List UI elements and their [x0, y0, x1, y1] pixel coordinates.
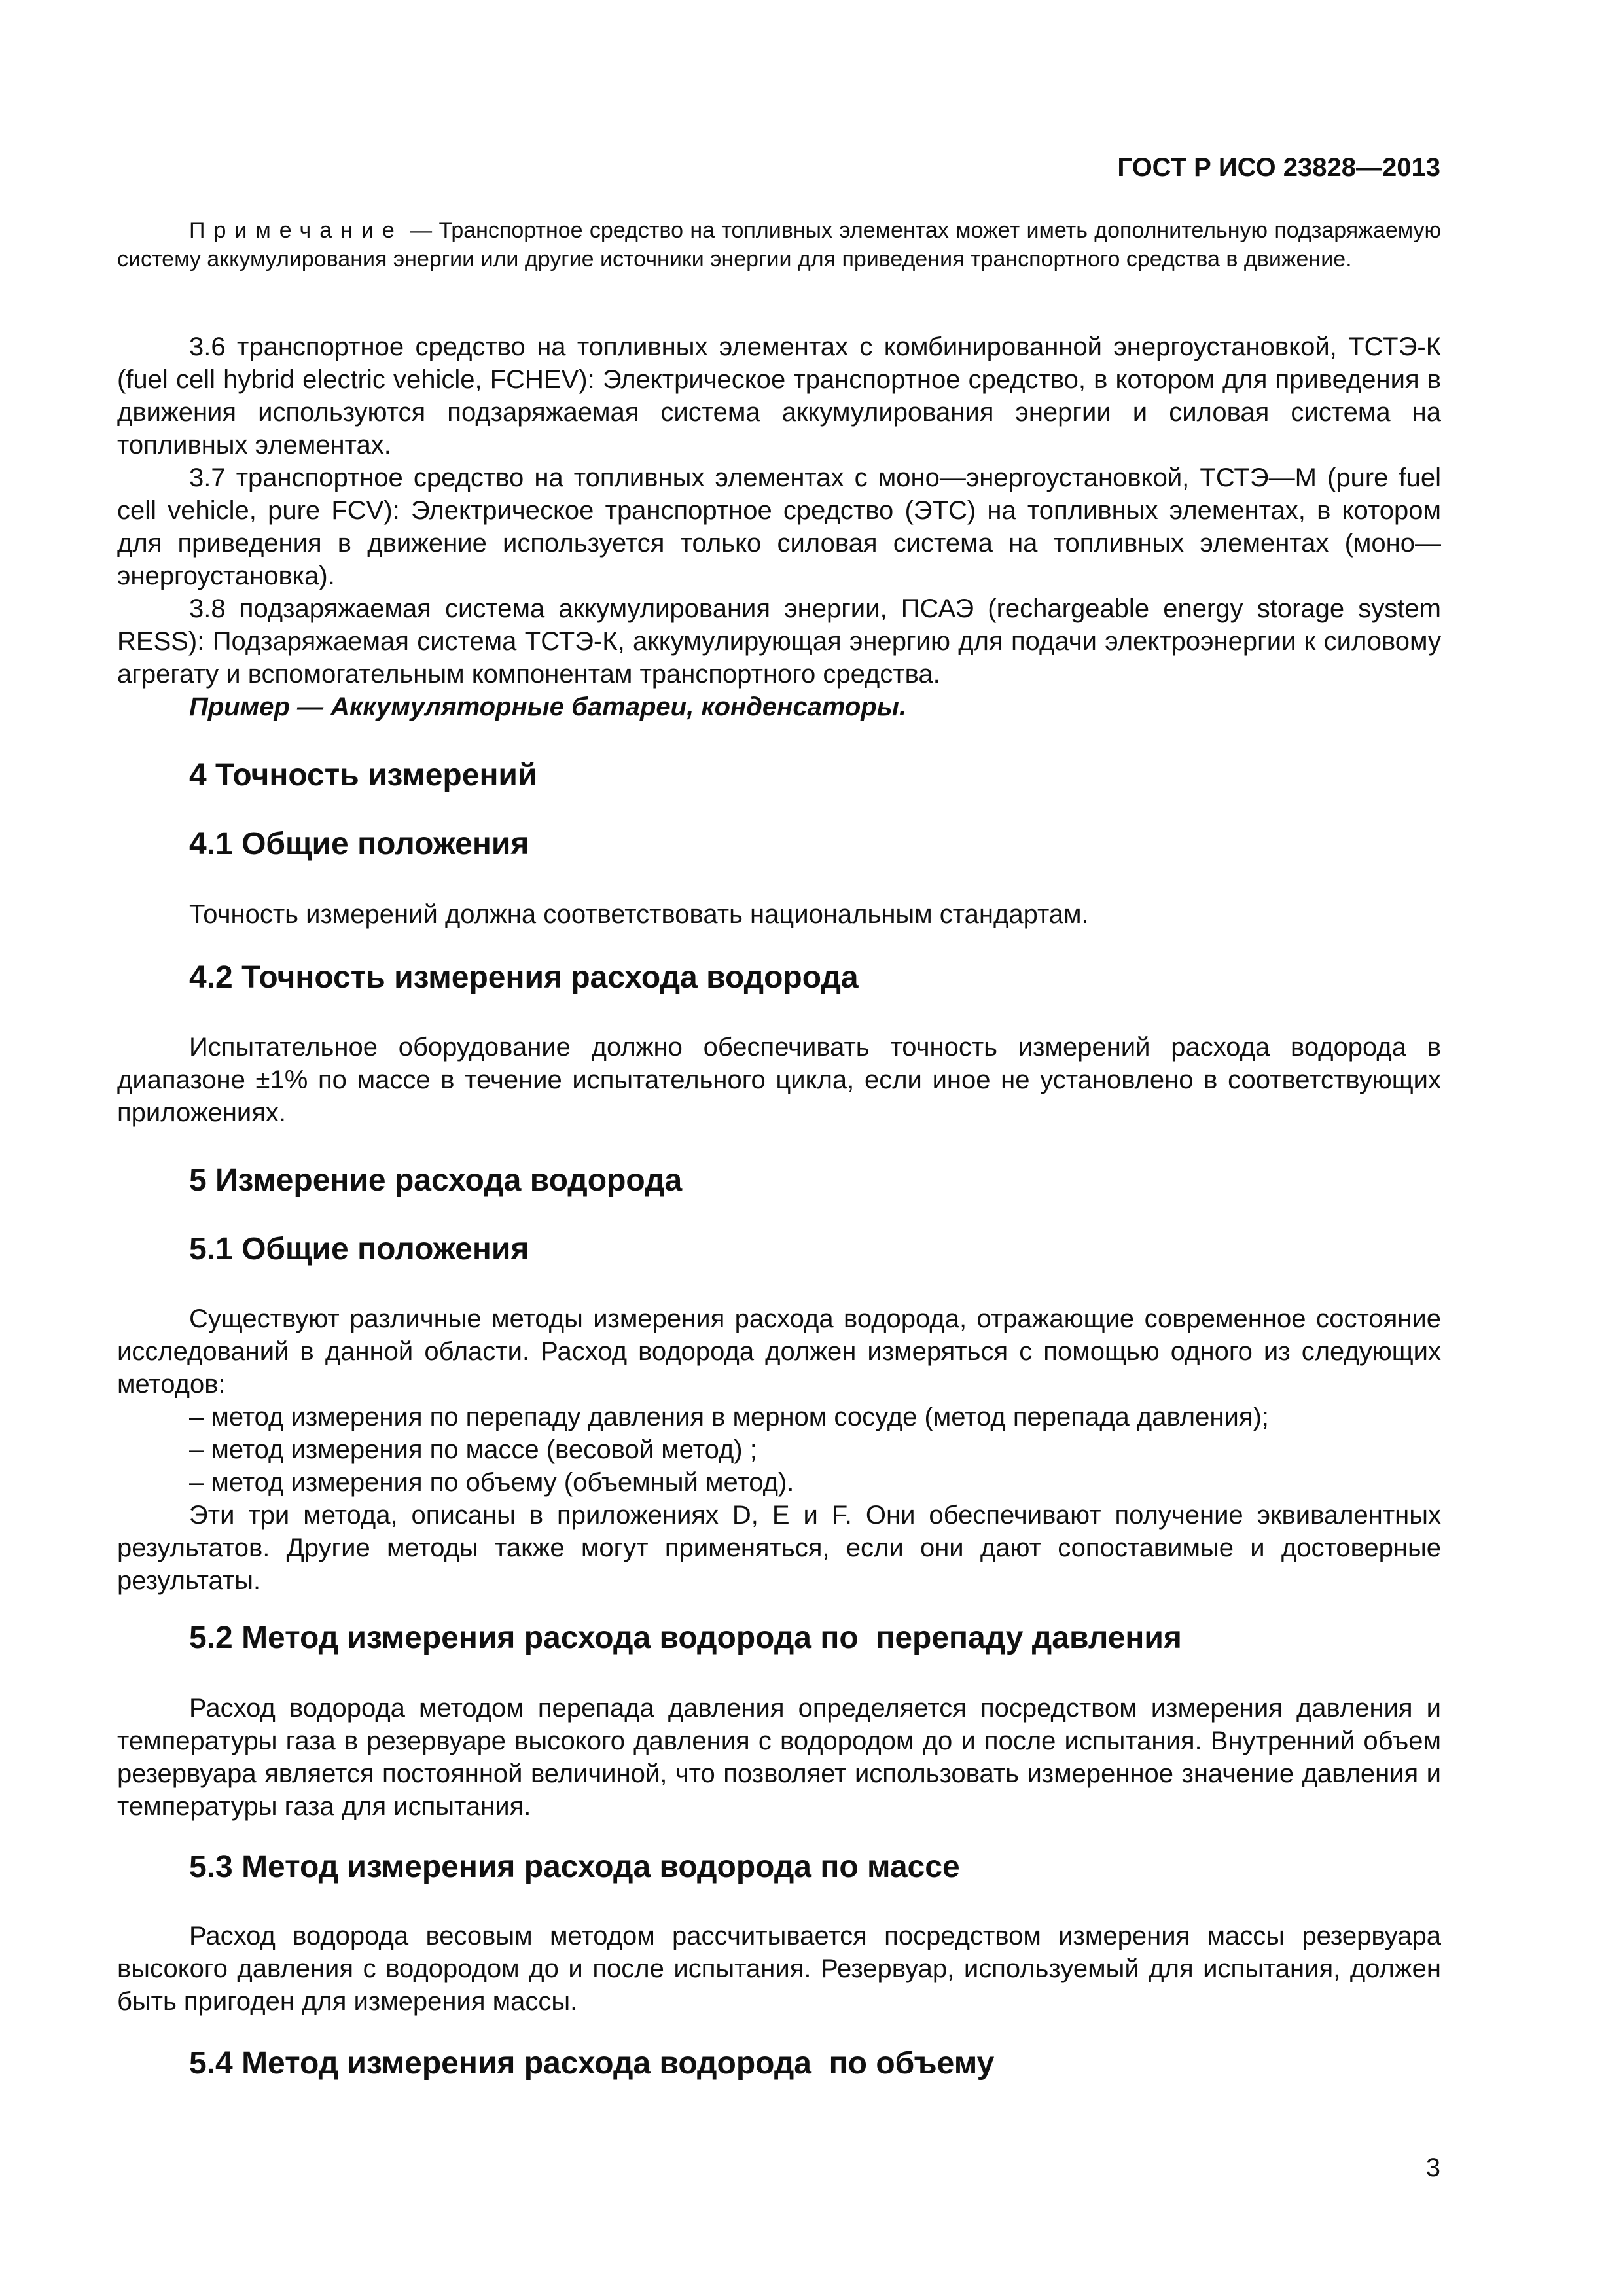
example-line: Пример — Аккумуляторные батареи, конденсаторы.: [189, 692, 906, 721]
section-5-3-text: Расход водорода весовым методом рассчитывается посредством измерения массы резервуара высокого давления с водородом до и после испытания. Резервуар, используемый для испытания, должен быть пригоден для измерения массы.: [117, 1922, 1441, 2016]
section-5-2-text: Расход водорода методом перепада давления определяется посредством измерения давления и температуры газа в резервуаре высокого давления с водородом до и после испытания. Внутренний объем резервуара является постоянной величиной, что позволяет использовать измеренное значение давления и температуры газа для испытания.: [117, 1694, 1441, 1821]
section-5-1-text-2: Эти три метода, описаны в приложениях D, E и F. Они обеспечивают получение эквивалентных результатов. Другие методы также могут применяться, если они дают сопоставимые и достоверные результаты.: [117, 1501, 1441, 1595]
section-5-2-heading: 5.2 Метод измерения расхода водорода по перепаду давления: [189, 1621, 1182, 1655]
section-5-1-heading: 5.1 Общие положения: [189, 1232, 529, 1266]
definition-3-6: 3.6 транспортное средство на топливных элементах с комбинированной энергоустановкой, ТСТЭ-К (fuel cell hybrid electric vehicle, FCHEV): Электрическое транспортное средство, в котором для приведения в движения используются подзаряжаемая система аккумулирования энергии и силовая система на топливных элементах.: [117, 332, 1441, 459]
section-5-heading: 5 Измерение расхода водорода: [189, 1163, 683, 1198]
definition-3-7: 3.7 транспортное средство на топливных элементах с моно—энергоустановкой, ТСТЭ—М (pure fuel cell vehicle, pure FCV): Электрическое транспортное средство (ЭТС) на топливных элементах, в котором для приведения в движение используется только силовая система на топливных элементах (моно— энергоустановка).: [117, 463, 1441, 590]
note-paragraph: [117, 216, 1441, 274]
standard-code-header: ГОСТ Р ИСО 23828—2013: [1117, 153, 1440, 182]
section-4-1-text: Точность измерений должна соответствовать национальным стандартам.: [189, 900, 1089, 929]
note-text: — Транспортное средство на топливных элементах может иметь дополнительную подзаряжаемую систему аккумулирования энергии или другие источники энергии для приведения транспортного средства в движение.: [117, 218, 1441, 272]
method-list-item: – метод измерения по перепаду давления в мерном сосуде (метод перепада давления);: [189, 1403, 1269, 1431]
section-4-1-heading: 4.1 Общие положения: [189, 827, 529, 861]
page-number: 3: [1425, 2153, 1440, 2182]
section-4-heading: 4 Точность измерений: [189, 758, 537, 793]
section-5-4-heading: 5.4 Метод измерения расхода водорода по объему: [189, 2046, 995, 2081]
section-4-2-text: Испытательное оборудование должно обеспечивать точность измерений расхода водорода в диапазоне ±1% по массе в течение испытательного цикла, если иное не установлено в соответствующих приложениях.: [117, 1033, 1441, 1127]
section-5-3-heading: 5.3 Метод измерения расхода водорода по массе: [189, 1850, 960, 1884]
note-lead: Примечание: [189, 218, 403, 243]
definition-3-8: 3.8 подзаряжаемая система аккумулирования энергии, ПСАЭ (rechargeable energy storage system RESS): Подзаряжаемая система ТСТЭ-К, аккумулирующая энергию для подачи электроэнергии к силовому агрегату и вспомогательным компонентам транспортного средства.: [117, 594, 1441, 689]
method-list-item: – метод измерения по массе (весовой метод) ;: [189, 1435, 757, 1464]
section-5-1-text: Существуют различные методы измерения расхода водорода, отражающие современное состояние исследований в данной области. Расход водорода должен измеряться с помощью одного из следующих методов:: [117, 1304, 1441, 1399]
section-4-2-heading: 4.2 Точность измерения расхода водорода: [189, 960, 859, 995]
method-list-item: – метод измерения по объему (объемный метод).: [189, 1468, 794, 1497]
